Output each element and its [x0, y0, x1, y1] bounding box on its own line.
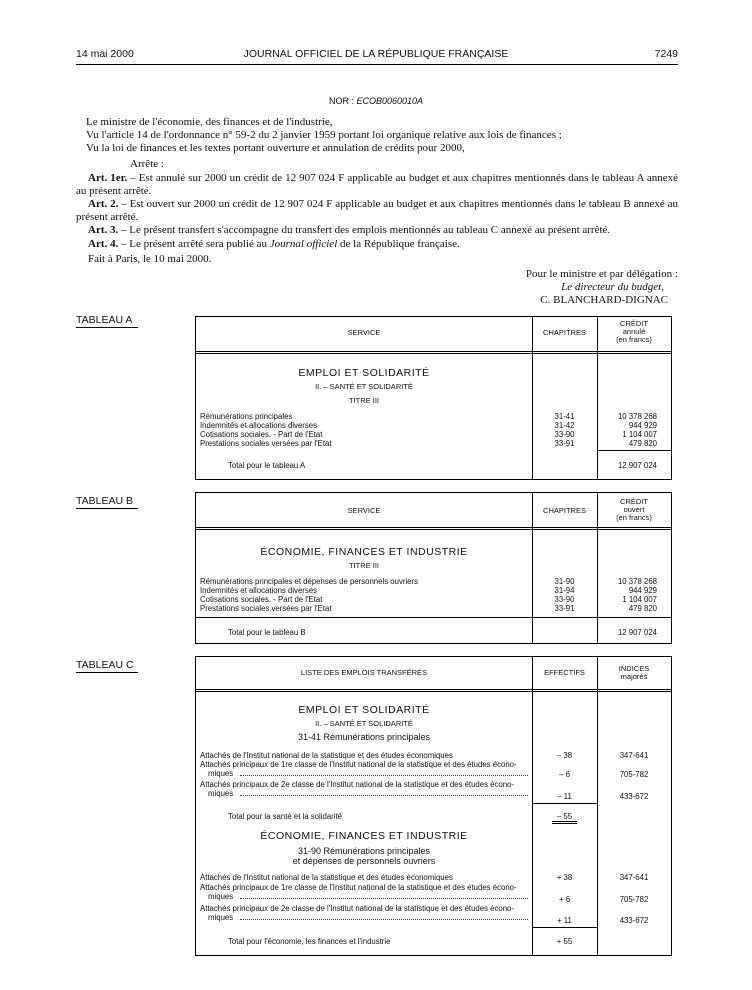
table-row: Rémunérations principales et dépenses de personnels ouvriers [200, 577, 528, 586]
tableau-c-col-liste: LISTE DES EMPLOIS TRANSFÉRÉS [300, 668, 428, 677]
chapter-cell: 33-90 [554, 595, 575, 604]
table-row: Attachés principaux de 1re classe de l'Institut national de la statistique et des études écono- miques [200, 884, 528, 901]
article-1-text: – Est annulé sur 2000 un crédit de 12 907 024 F applicable au budget et aux chapitres mentionnés dans le tableau A annexé au présent arrêté. [76, 172, 678, 197]
tableau-a-label: TABLEAU A [76, 314, 138, 328]
header-page-number: 7249 [654, 48, 678, 60]
tableau-b-label: TABLEAU B [76, 495, 138, 509]
tableau-b-total-label: Total pour le tableau B [228, 628, 528, 637]
effectif-cell: – 38 [556, 751, 573, 760]
indices-cell: 433-672 [619, 916, 649, 925]
tableau-b-total-amount: 12 907 024 [617, 628, 657, 637]
amount-cell: 10 378 268 [617, 577, 657, 586]
signature-name: C. BLANCHARD-DIGNAC [540, 294, 668, 306]
preamble [86, 116, 686, 155]
article-2-label: Art. 2. [88, 198, 119, 210]
amount-cell: 1 104 007 [622, 430, 657, 439]
tableau-a-col-service: SERVICE [347, 328, 381, 337]
chapter-cell: 33-90 [554, 430, 575, 439]
indices-cell: 347-641 [619, 873, 649, 882]
article-4-journal-italic: Journal officiel [269, 238, 338, 250]
article-2 [76, 198, 678, 224]
fait-a-paris: Fait à Paris, le 10 mai 2000. [88, 253, 212, 265]
tableau-b-col-service: SERVICE [347, 506, 381, 515]
amount-cell: 10 378 268 [617, 412, 657, 421]
table-row: Indemnités et allocations diverses [200, 586, 528, 595]
table-row: Prestations sociales versées par l'Etat [200, 439, 528, 448]
tableau-a-ministry: EMPLOI ET SOLIDARITÉ [298, 367, 430, 379]
amount-cell: 479 820 [628, 439, 657, 448]
signature-delegation: Pour le ministre et par délégation : [525, 268, 678, 280]
tableau-c-col-effectifs: EFFECTIFS [544, 668, 585, 677]
indices-cell: 705-782 [619, 895, 649, 904]
header-journal-title: JOURNAL OFFICIEL DE LA RÉPUBLIQUE FRANÇAISE [243, 48, 509, 60]
indices-cell: 705-782 [619, 770, 649, 779]
article-2-text: – Est ouvert sur 2000 un crédit de 12 907 024 F applicable au budget et aux chapitres mentionnés dans le tableau B annexé au présent arrêté. [76, 198, 678, 223]
tableau-b-col-credit: CRÉDIT ouvert (en francs) [616, 497, 652, 522]
article-4 [76, 238, 678, 251]
article-4-text-end: de la République française. [337, 238, 460, 250]
table-row: Attachés principaux de 2e classe de l'Institut national de la statistique et des études écono- miques [200, 781, 528, 798]
tableau-c-block1-ministry: EMPLOI ET SOLIDARITÉ [298, 704, 430, 716]
tableau-c-block1-chapter: 31-41 Rémunérations principales [297, 732, 431, 742]
article-3-text: – Le présent transfert s'accompagne du transfert des emplois mentionnés au tableau C annexé au présent arrêté. [118, 224, 611, 236]
tableau-b [195, 492, 672, 644]
table-row: Attachés de l'Institut national de la statistique et des études économiques [200, 751, 528, 760]
arrete-heading: Arrête : [130, 158, 164, 170]
tableau-a-col-chapitres: CHAPITRES [543, 328, 586, 337]
tableau-a-total-amount: 12 907 024 [617, 461, 657, 470]
tableau-b-titre: TITRE III [349, 561, 379, 570]
preamble-line: Vu l'article 14 de l'ordonnance n° 59-2 du 2 janvier 1959 portant loi organique relative aux lois de finances ; [86, 129, 562, 141]
tableau-a-section: II. – SANTÉ ET SOLIDARITÉ [315, 382, 413, 391]
tableau-c-col-indices: INDICES majorés [618, 664, 650, 681]
signature-title: Le directeur du budget, [561, 281, 664, 293]
tableau-a-col-credit: CRÉDIT annulé (en francs) [616, 319, 652, 344]
header-date: 14 mai 2000 [76, 48, 134, 60]
effectif-cell: + 6 [558, 895, 571, 904]
amount-cell: 479 820 [628, 604, 657, 613]
tableau-b-col-chapitres: CHAPITRES [543, 506, 586, 515]
article-1-label: Art. 1er. [88, 172, 128, 184]
nor-reference [0, 96, 752, 106]
table-row: Prestations sociales versées par l'Etat [200, 604, 528, 613]
tableau-c-block2-total-label: Total pour l'économie, les finances et l'industrie [228, 937, 528, 946]
effectif-cell: – 11 [557, 792, 572, 801]
chapter-cell: 31-41 [554, 412, 575, 421]
tableau-c-block1-total-label: Total pour la santé et la solidarité [228, 812, 528, 821]
tableau-c-block1-section: II. – SANTÉ ET SOLIDARITÉ [315, 719, 413, 728]
amount-cell: 1 104 007 [622, 595, 657, 604]
effectif-cell: + 38 [556, 873, 573, 882]
tableau-a-total-label: Total pour le tableau A [228, 461, 528, 470]
amount-cell: 944 929 [628, 586, 657, 595]
effectif-cell: + 11 [557, 916, 572, 925]
tableau-c-block2-total: + 55 [556, 937, 573, 946]
article-3 [76, 224, 678, 237]
tableau-c-block1-total: – 55 [556, 812, 573, 821]
chapter-cell: 33-91 [554, 604, 575, 613]
chapter-cell: 33-91 [554, 439, 575, 448]
tableau-b-ministry: ÉCONOMIE, FINANCES ET INDUSTRIE [260, 546, 468, 558]
chapter-cell: 31-94 [554, 586, 575, 595]
preamble-line: Le ministre de l'économie, des finances et de l'industrie, [86, 116, 333, 128]
table-row: Attachés principaux de 1re classe de l'Institut national de la statistique et des études écono- miques [200, 761, 528, 778]
table-row: Attachés de l'Institut national de la statistique et des études économiques [200, 873, 528, 882]
table-row: Attachés principaux de 2e classe de l'Institut national de la statistique et des études écono- miques [200, 905, 528, 922]
article-3-label: Art. 3. [88, 224, 119, 236]
indices-cell: 433-672 [619, 792, 649, 801]
tableau-c-block2-ministry: ÉCONOMIE, FINANCES ET INDUSTRIE [260, 830, 468, 842]
tableau-c [195, 656, 672, 956]
tableau-c-block2-chapter: 31-90 Rémunérations principales et dépenses de personnels ouvriers [292, 846, 436, 866]
table-row: Cotisations sociales. - Part de l'Etat [200, 430, 528, 439]
article-1 [76, 172, 678, 198]
tableau-c-label: TABLEAU C [76, 659, 138, 673]
table-row: Indemnités et allocations diverses [200, 421, 528, 430]
nor-code: ECOB0060010A [356, 96, 424, 106]
effectif-cell: – 6 [559, 770, 570, 779]
article-4-label: Art. 4. [88, 238, 119, 250]
nor-label: NOR : [328, 96, 354, 106]
article-4-text: – Le présent arrêté sera publié au [118, 238, 270, 250]
chapter-cell: 31-90 [554, 577, 575, 586]
amount-cell: 944 929 [628, 421, 657, 430]
header-rule [76, 64, 678, 65]
tableau-a-titre: TITRE III [349, 396, 379, 405]
table-row: Rémunérations principales [200, 412, 528, 421]
tableau-a [195, 316, 672, 480]
chapter-cell: 31-42 [554, 421, 575, 430]
table-row: Cotisations sociales. - Part de l'Etat [200, 595, 528, 604]
preamble-line: Vu la loi de finances et les textes portant ouverture et annulation de crédits pour 2000, [86, 142, 465, 154]
indices-cell: 347-641 [619, 751, 649, 760]
signature-block [440, 268, 678, 307]
